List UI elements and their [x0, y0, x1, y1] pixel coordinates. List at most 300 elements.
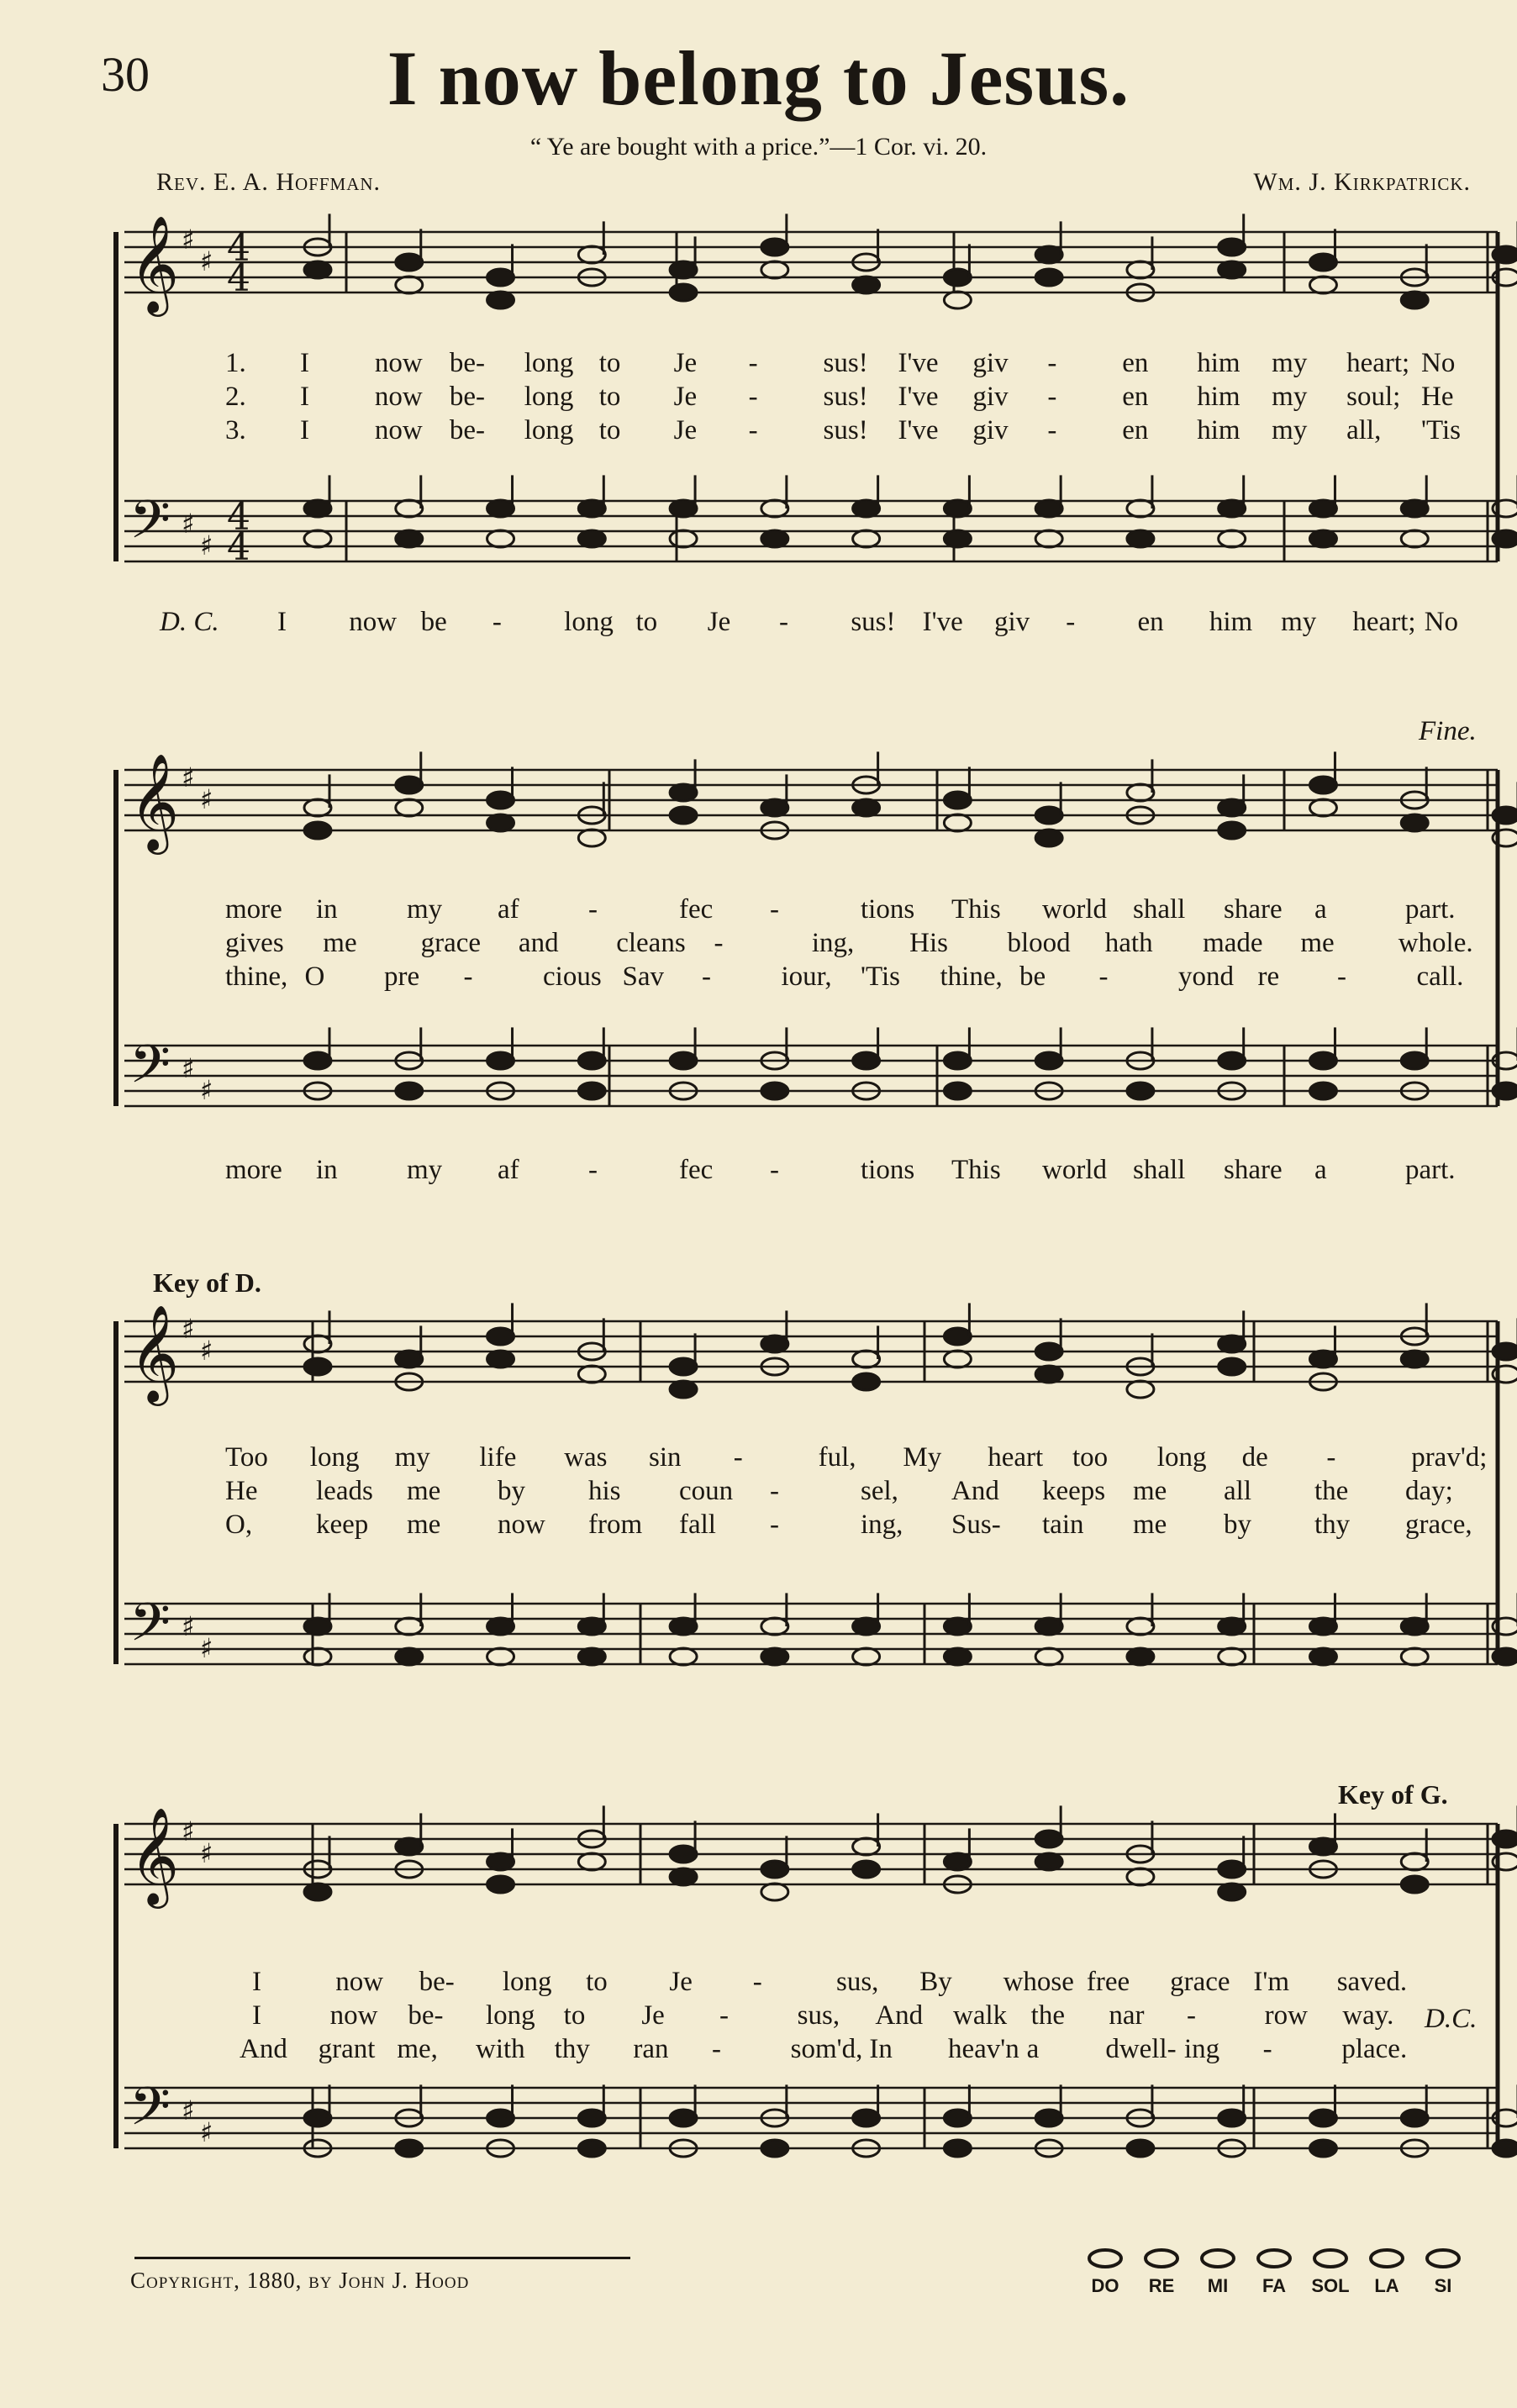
lyric-syllable: ful, [818, 1442, 856, 1473]
lyric-syllable: with [476, 2034, 525, 2064]
lyric-syllable: I [299, 348, 309, 378]
lyric-syllable: - [1326, 1442, 1336, 1473]
lyric-syllable: now [349, 607, 398, 637]
lyric-syllable: thy [554, 2034, 590, 2064]
treble-clef-icon: 𝄞 [129, 1806, 180, 1905]
lyric-syllable: now [374, 382, 423, 412]
lyric-syllable: - [1337, 962, 1346, 992]
bass-notehead [578, 2140, 605, 2157]
treble-notehead [761, 1336, 788, 1352]
tenor-notehead [1219, 2110, 1246, 2126]
lyric-syllable: my [394, 1442, 430, 1473]
lyric-syllable: heav'n [948, 2034, 1019, 2064]
lyric-syllable: grace [420, 928, 482, 958]
tenor-notehead [1401, 1618, 1428, 1635]
shape-note-si-icon [1425, 2248, 1462, 2268]
tenor-notehead [761, 500, 788, 517]
lyric-syllable: more [225, 1155, 282, 1185]
lyric-syllable: 3. [225, 415, 246, 445]
treble-clef-icon: 𝄞 [129, 1304, 180, 1402]
bass-notehead [396, 2140, 423, 2157]
treble-notehead [1401, 1853, 1428, 1870]
treble-notehead [1309, 254, 1336, 271]
tenor-notehead [853, 1052, 880, 1069]
alto-notehead [944, 292, 971, 308]
alto-notehead [1035, 1366, 1062, 1383]
alto-notehead [487, 1351, 514, 1367]
lyric-syllable: my [407, 1155, 443, 1185]
tenor-notehead [396, 1618, 423, 1635]
lyric-syllable: be- [449, 382, 485, 412]
treble-notehead [853, 1838, 880, 1855]
lyric-syllable: - [719, 2000, 729, 2031]
treble-notehead [1493, 807, 1517, 824]
lyric-syllable: was [564, 1442, 608, 1473]
bass-notehead [1493, 1648, 1517, 1665]
alto-notehead [1401, 292, 1428, 308]
lyric-syllable: I [252, 1967, 261, 1997]
lyric-syllable: now [374, 415, 423, 445]
lyric-syllable: share [1224, 894, 1283, 925]
alto-notehead [304, 1884, 331, 1900]
lyric-syllable: 'Tis [1421, 415, 1462, 445]
sharp-icon: ♯ [200, 783, 213, 815]
lyric-syllable: be- [449, 415, 485, 445]
bass-notehead [1493, 530, 1517, 547]
tenor-notehead [1309, 2110, 1336, 2126]
alto-notehead [853, 277, 880, 293]
bass-notehead [1127, 530, 1154, 547]
lyric-syllable: free [1086, 1967, 1130, 1997]
sharp-icon: ♯ [200, 1335, 213, 1367]
alto-notehead [670, 1868, 697, 1885]
treble-notehead [1219, 239, 1246, 256]
bass-notehead [761, 1083, 788, 1099]
treble-notehead [670, 1358, 697, 1375]
lyric-syllable: to [635, 607, 658, 637]
lyric-syllable: tain [1042, 1510, 1084, 1540]
treble-notehead [761, 1861, 788, 1878]
lyric-syllable: to [563, 2000, 586, 2031]
lyric-syllable: giv [972, 415, 1009, 445]
lyric-syllable: en [1122, 382, 1149, 412]
lyric-syllable: In [869, 2034, 893, 2064]
treble-notehead [1127, 784, 1154, 801]
alto-notehead [1035, 269, 1062, 286]
lyric-syllable: him [1197, 382, 1240, 412]
tenor-notehead [487, 500, 514, 517]
sharp-icon: ♯ [200, 1074, 213, 1106]
lyric-syllable: fec [679, 894, 714, 925]
dc-label: D. C. [160, 607, 219, 637]
lyric-syllable: be [420, 607, 447, 637]
tenor-notehead [944, 1052, 971, 1069]
lyric-syllable: Je [673, 415, 698, 445]
bass-notehead [1309, 2140, 1336, 2157]
time-signature: 4 [227, 227, 250, 270]
treble-notehead [853, 1351, 880, 1367]
lyric-syllable: His [909, 928, 948, 958]
lyric-syllable: pre [384, 962, 420, 992]
lyric-syllable: - [1047, 415, 1057, 445]
bass-notehead [1493, 2140, 1517, 2157]
lyric-syllable: sus! [851, 607, 896, 637]
lyric-syllable: to [598, 382, 621, 412]
lyric-syllable: long [524, 348, 574, 378]
alto-notehead [944, 814, 971, 831]
lyric-syllable: keeps [1042, 1476, 1106, 1506]
sharp-icon: ♯ [182, 2094, 195, 2126]
sharp-icon: ♯ [182, 1313, 195, 1345]
alto-notehead [1035, 1853, 1062, 1870]
bass-notehead [1127, 1648, 1154, 1665]
lyric-syllable: ing, [811, 928, 855, 958]
lyric-syllable: sus! [823, 415, 868, 445]
bass-notehead [1309, 1648, 1336, 1665]
tenor-notehead [487, 1618, 514, 1635]
tenor-notehead [1309, 1052, 1336, 1069]
lyric-syllable: en [1137, 607, 1164, 637]
lyric-syllable: heart; [1346, 348, 1410, 378]
lyric-syllable: He [1421, 382, 1454, 412]
bass-notehead [1309, 1083, 1336, 1099]
lyric-syllable: I've [898, 415, 939, 445]
lyric-syllable: 1. [225, 348, 246, 378]
sharp-icon: ♯ [182, 224, 195, 256]
lyric-syllable: - [770, 1476, 779, 1506]
lyric-syllable: Je [673, 382, 698, 412]
treble-notehead [944, 1853, 971, 1870]
alto-notehead [304, 1358, 331, 1375]
treble-notehead [1035, 246, 1062, 263]
tenor-notehead [1035, 2110, 1062, 2126]
bass-notehead [304, 530, 331, 547]
alto-notehead [304, 261, 331, 278]
tenor-notehead [853, 2110, 880, 2126]
tenor-notehead [670, 2110, 697, 2126]
lyric-syllable: coun [679, 1476, 734, 1506]
alto-notehead [1219, 1884, 1246, 1900]
lyric-syllable: - [770, 1155, 779, 1185]
treble-notehead [1219, 1861, 1246, 1878]
lyric-syllable: af [498, 894, 519, 925]
lyric-syllable: row [1264, 2000, 1308, 2031]
treble-notehead [1035, 1343, 1062, 1360]
composer-credit: Wm. J. Kirkpatrick. [1253, 168, 1471, 196]
lyric-syllable: by [1224, 1510, 1251, 1540]
lyric-syllable: now [374, 348, 423, 378]
bass-notehead [396, 1083, 423, 1099]
lyric-syllable: too [1072, 1442, 1109, 1473]
lyric-syllable: be [1019, 962, 1046, 992]
tenor-notehead [670, 1052, 697, 1069]
shape-note-fa-icon [1256, 2248, 1293, 2268]
dc-end-marking: D.C. [1425, 2004, 1477, 2034]
treble-notehead [1309, 777, 1336, 793]
lyric-syllable: I [299, 382, 309, 412]
sharp-icon: ♯ [200, 1837, 213, 1869]
lyric-syllable: - [1066, 607, 1076, 637]
alto-notehead [1219, 822, 1246, 839]
bass-notehead [1493, 1083, 1517, 1099]
alto-notehead [1127, 1381, 1154, 1398]
alto-notehead [396, 277, 423, 293]
lyric-syllable: - [1047, 382, 1057, 412]
lyric-syllable: him [1197, 348, 1240, 378]
lyric-syllable: my [1281, 607, 1317, 637]
lyric-syllable: thine, [225, 962, 288, 992]
lyric-syllable: sin [649, 1442, 682, 1473]
sharp-icon: ♯ [182, 508, 195, 540]
treble-notehead [944, 269, 971, 286]
lyric-syllable: yond [1178, 962, 1234, 992]
tenor-notehead [1219, 500, 1246, 517]
tenor-notehead [944, 2110, 971, 2126]
tenor-notehead [853, 500, 880, 517]
tenor-notehead [944, 1618, 971, 1635]
bass-notehead [304, 1648, 331, 1665]
lyric-syllable: dwell- [1105, 2034, 1177, 2064]
lyric-syllable: be- [419, 1967, 455, 1997]
shape-note-mi-icon [1199, 2248, 1236, 2268]
lyric-syllable: now [498, 1510, 545, 1540]
bass-notehead [761, 2140, 788, 2157]
shape-note-label: SOL [1311, 2275, 1350, 2296]
bass-notehead [1127, 1083, 1154, 1099]
alto-notehead [1219, 261, 1246, 278]
treble-notehead [670, 261, 697, 278]
lyric-syllable: By [919, 1967, 952, 1997]
lyric-syllable: to [598, 415, 621, 445]
lyric-syllable: iour, [781, 962, 832, 992]
tenor-notehead [1219, 1052, 1246, 1069]
tenor-notehead [1309, 500, 1336, 517]
lyric-syllable: him [1209, 607, 1253, 637]
tenor-notehead [304, 1618, 331, 1635]
treble-notehead [396, 777, 423, 793]
lyric-syllable: day; [1405, 1476, 1453, 1506]
treble-notehead [1035, 1831, 1062, 1847]
solfa-legend [1080, 2248, 1475, 2307]
alto-notehead [1401, 1876, 1428, 1893]
tenor-notehead [1035, 1618, 1062, 1635]
treble-notehead [396, 1838, 423, 1855]
alto-notehead [670, 807, 697, 824]
lyric-syllable: gives [225, 928, 284, 958]
lyric-syllable: - [702, 962, 711, 992]
time-signature: 4 [227, 496, 250, 539]
shape-note-label: RE [1148, 2275, 1175, 2296]
bass-notehead [578, 1083, 605, 1099]
lyric-syllable: call. [1416, 962, 1464, 992]
bass-notehead [944, 2140, 971, 2157]
lyric-syllable: my [1272, 415, 1308, 445]
lyric-syllable: way. [1342, 2000, 1394, 2031]
lyric-syllable: heart [988, 1442, 1044, 1473]
lyric-syllable: And [951, 1476, 999, 1506]
lyric-syllable: O [304, 962, 325, 992]
lyric-syllable: a [1026, 2034, 1040, 2064]
lyric-syllable: keep [316, 1510, 369, 1540]
alto-notehead [487, 1876, 514, 1893]
lyric-syllable: long [564, 607, 614, 637]
tenor-notehead [1401, 1052, 1428, 1069]
lyric-syllable: life [479, 1442, 517, 1473]
lyric-syllable: shall [1133, 894, 1186, 925]
lyric-syllable: me [1300, 928, 1335, 958]
treble-notehead [761, 239, 788, 256]
lyric-syllable: My [903, 1442, 942, 1473]
bass-notehead [1219, 530, 1246, 547]
lyric-syllable: made [1203, 928, 1263, 958]
lyric-syllable: long [486, 2000, 535, 2031]
lyric-syllable: world [1042, 1155, 1107, 1185]
lyric-syllable: giv [993, 607, 1030, 637]
tenor-notehead [1309, 1618, 1336, 1635]
lyric-syllable: prav'd; [1411, 1442, 1488, 1473]
lyric-syllable: sel, [861, 1476, 898, 1506]
lyric-syllable: now [335, 1967, 384, 1997]
lyric-syllable: me [407, 1476, 441, 1506]
sharp-icon: ♯ [182, 761, 195, 793]
tenor-notehead [578, 1052, 605, 1069]
lyric-syllable: - [1098, 962, 1109, 992]
treble-notehead [1493, 1343, 1517, 1360]
alto-notehead [304, 822, 331, 839]
lyric-syllable: me [407, 1510, 441, 1540]
lyric-syllable: en [1122, 348, 1149, 378]
page-number: 30 [101, 47, 150, 102]
tenor-notehead [1127, 500, 1154, 517]
tenor-notehead [1035, 500, 1062, 517]
lyricist-credit: Rev. E. A. Hoffman. [156, 168, 382, 196]
lyric-syllable: fec [679, 1155, 714, 1185]
bass-notehead [853, 1648, 880, 1665]
shape-note-label: FA [1262, 2275, 1287, 2296]
bass-notehead [1035, 1648, 1062, 1665]
lyric-syllable: No [1424, 607, 1459, 637]
lyric-syllable: hath [1104, 928, 1153, 958]
sharp-icon: ♯ [200, 2116, 213, 2148]
lyric-syllable: long [524, 415, 574, 445]
lyric-syllable: thy [1314, 1510, 1351, 1540]
lyric-syllable: en [1122, 415, 1149, 445]
tenor-notehead [578, 500, 605, 517]
treble-notehead [487, 269, 514, 286]
lyric-syllable: in [316, 894, 338, 925]
lyric-syllable: I [252, 2000, 261, 2031]
lyric-syllable: - [770, 1510, 779, 1540]
lyric-syllable: af [498, 1155, 519, 1185]
bass-clef-icon: 𝄢 [129, 1591, 171, 1666]
lyric-syllable: - [752, 1967, 762, 1997]
lyric-syllable: Je [669, 1967, 693, 1997]
lyric-syllable: ran [633, 2034, 669, 2064]
treble-clef-icon: 𝄞 [129, 752, 180, 851]
time-signature: 4 [227, 257, 250, 300]
lyric-syllable: - [748, 382, 758, 412]
bass-notehead [1309, 530, 1336, 547]
lyric-syllable: - [770, 894, 779, 925]
lyric-syllable: ing [1184, 2034, 1220, 2064]
lyric-syllable: by [498, 1476, 525, 1506]
alto-notehead [1401, 814, 1428, 831]
lyric-syllable: grant [318, 2034, 376, 2064]
tenor-notehead [1401, 500, 1428, 517]
treble-notehead [304, 1336, 331, 1352]
copyright-notice: Copyright, 1880, by John J. Hood [130, 2268, 470, 2293]
lyric-syllable: - [1047, 348, 1057, 378]
tenor-notehead [487, 1052, 514, 1069]
bass-notehead [1401, 530, 1428, 547]
treble-notehead [1127, 261, 1154, 278]
lyric-syllable: grace, [1405, 1510, 1472, 1540]
lyric-syllable: be- [408, 2000, 444, 2031]
lyric-syllable: sus, [836, 1967, 879, 1997]
lyric-syllable: I've [898, 382, 939, 412]
alto-notehead [853, 1373, 880, 1390]
lyric-syllable: long [502, 1967, 552, 1997]
bass-notehead [761, 1648, 788, 1665]
lyric-syllable: - [714, 928, 724, 958]
alto-notehead [1309, 799, 1336, 816]
tenor-notehead [304, 2110, 331, 2126]
lyric-syllable: I [277, 607, 287, 637]
lyric-syllable: his [588, 1476, 621, 1506]
alto-notehead [1401, 1351, 1428, 1367]
lyric-syllable: I've [898, 348, 939, 378]
bass-notehead [396, 1648, 423, 1665]
lyric-syllable: whole. [1398, 928, 1473, 958]
treble-notehead [487, 1328, 514, 1345]
alto-notehead [1219, 1358, 1246, 1375]
shape-note-label: MI [1207, 2275, 1229, 2296]
lyric-syllable: sus! [823, 348, 868, 378]
hymn-title: I now belong to Jesus. [387, 35, 1130, 121]
key-of-d-label: Key of D. [153, 1267, 261, 1298]
lyric-syllable: Sav [622, 962, 664, 992]
lyric-syllable: cious [543, 962, 602, 992]
alto-notehead [1127, 1868, 1154, 1885]
lyric-syllable: No [1421, 348, 1456, 378]
lyric-syllable: - [588, 1155, 598, 1185]
lyric-syllable: a [1314, 1155, 1327, 1185]
sharp-icon: ♯ [182, 1052, 195, 1084]
treble-notehead [1309, 1838, 1336, 1855]
lyric-syllable: shall [1133, 1155, 1186, 1185]
alto-notehead [853, 1861, 880, 1878]
treble-notehead [1493, 1831, 1517, 1847]
lyric-syllable: som'd, [790, 2034, 863, 2064]
lyric-syllable: my [1272, 382, 1308, 412]
treble-notehead [1493, 246, 1517, 263]
sharp-icon: ♯ [182, 1610, 195, 1642]
tenor-notehead [761, 1618, 788, 1635]
lyric-syllable: leads [316, 1476, 373, 1506]
lyric-syllable: ing, [861, 1510, 903, 1540]
shape-note-label: SI [1434, 2275, 1452, 2296]
lyric-syllable: Je [673, 348, 698, 378]
tenor-notehead [944, 500, 971, 517]
key-of-g-label: Key of G. [1338, 1779, 1448, 1810]
lyric-syllable: - [712, 2034, 721, 2064]
lyric-syllable: O, [225, 1510, 253, 1540]
treble-notehead [944, 1328, 971, 1345]
lyric-syllable: Je [707, 607, 731, 637]
lyric-syllable: sus, [797, 2000, 840, 2031]
tenor-notehead [578, 1618, 605, 1635]
lyric-syllable: I [299, 415, 309, 445]
